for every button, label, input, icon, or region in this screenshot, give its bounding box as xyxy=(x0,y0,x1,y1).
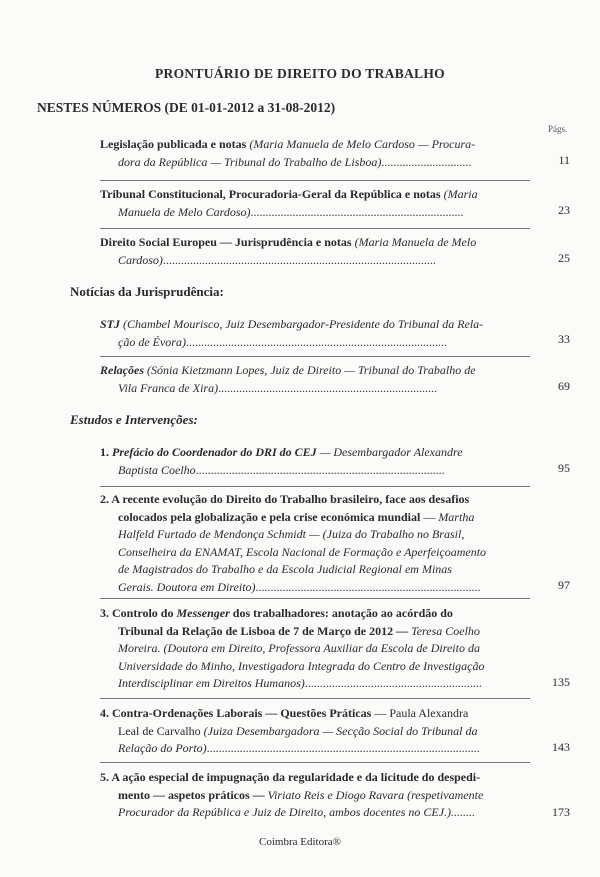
entry-number: 2. xyxy=(100,492,112,506)
entry-author: — Desembargador Alexandre xyxy=(316,445,463,459)
divider xyxy=(100,598,530,599)
divider xyxy=(100,356,530,357)
entry-title-italic: Messenger xyxy=(176,606,230,620)
entry-title: Tribunal Constitucional, Procuradoria-Geral da República e notas xyxy=(100,187,444,201)
pages-column-label: Págs. xyxy=(548,124,568,134)
entry-author-cont: de Magistrados do Trabalho e da Escola Judicial Regional em Minas xyxy=(118,562,452,576)
section-heading-estudos: Estudos e Intervenções: xyxy=(70,412,198,427)
entry-author-cont: Universidade do Minho, Investigadora Integrada do Centro de Investigação xyxy=(118,658,485,673)
page-number: 173 xyxy=(552,805,570,819)
entry-title: A ação especial de impugnação da regularidade e da licitude do despedi- xyxy=(111,770,481,784)
page-number: 23 xyxy=(558,203,570,217)
entry-title: Direito Social Europeu — Jurisprudência e notas xyxy=(100,235,355,249)
divider xyxy=(100,486,530,487)
entry-title-cont: dos trabalhadores: anotação ao acórdão do xyxy=(229,606,453,620)
entry-author: (Maria xyxy=(443,187,478,201)
page-number: 11 xyxy=(558,153,570,167)
toc-entry-evolucao-direito-brasileiro[interactable]: 2. A recente evolução do Direito do Trabalho brasileiro, face aos desafios colocados pela globalização e pela crise económica mundial — Martha Halfeld Furtado de Mendonça Schmidt — (Juiza do Trabalho no Brasil, Conselheira da ENAMAT, Escola Nacional de Formação e Aperfeiçoamento de Magistrados do Trabalho e da Escola Judicial Regional em Minas Gerais. Doutora em Direito)........................................................................... xyxy=(100,492,487,594)
entry-number: 5. xyxy=(100,770,112,784)
entry-author: (Maria Manuela de Melo Cardoso — Procura- xyxy=(249,137,476,151)
divider xyxy=(100,698,530,699)
entry-author-cont: Halfeld Furtado de Mendonça Schmidt — (Juiza do Trabalho no Brasil, xyxy=(118,527,465,541)
toc-entry-controlo-messenger[interactable]: 3. Controlo do Messenger dos trabalhadores: anotação ao acórdão do Tribunal da Relação de Lisboa de 7 de Março de 2012 — Teresa Coelho Moreira. (Doutora em Direito, Professora Auxiliar da Escola de Direito da Universidade do Minho, Investigadora Integrada do Centro de Investigação Interdisciplinar em Direitos Humanos)........................................................... xyxy=(100,606,485,690)
entry-author-cont: Relação do Porto) xyxy=(118,741,207,755)
entry-author-cont: Interdisciplinar em Direitos Humanos) xyxy=(118,676,305,690)
entry-author: Martha xyxy=(438,509,475,524)
entry-title: Prefácio do Coordenador do DRI do CEJ xyxy=(112,445,317,459)
toc-entry-prefacio[interactable]: 1. Prefácio do Coordenador do DRI do CEJ — Desembargador Alexandre Baptista Coelho................................................................................... xyxy=(100,445,463,477)
entry-author: (Sónia Kietzmann Lopes, Juiz de Direito — Tribunal do Trabalho de xyxy=(147,363,476,377)
divider xyxy=(100,228,530,229)
toc-entry-stj[interactable]: STJ (Chambel Mourisco, Juiz Desembargador-Presidente do Tribunal da Rela- ção de Évora)....................................................................................... xyxy=(100,317,484,349)
entry-author: — Paula Alexandra xyxy=(371,706,469,720)
entry-title: Controlo do xyxy=(112,606,177,620)
entry-number: 4. xyxy=(100,706,112,720)
entry-author-cont: Leal de Carvalho xyxy=(118,723,204,738)
entry-author-cont: Manuela de Melo Cardoso) xyxy=(118,204,251,219)
page-number: 33 xyxy=(558,332,570,346)
divider xyxy=(100,180,530,181)
divider xyxy=(100,762,530,763)
entry-title-cont: colocados pela globalização e pela crise económica mundial xyxy=(118,509,421,524)
toc-entry-legislacao[interactable]: Legislação publicada e notas (Maria Manuela de Melo Cardoso — Procura- dora da República — Tribunal do Trabalho de Lisboa).............................. xyxy=(100,137,476,169)
toc-entry-direito-social-europeu[interactable]: Direito Social Europeu — Jurisprudência e notas (Maria Manuela de Melo Cardoso)........................................................................................... xyxy=(100,235,477,267)
page-number: 97 xyxy=(558,578,570,592)
toc-entry-contra-ordenacoes[interactable]: 4. Contra-Ordenações Laborais — Questões Práticas — Paula Alexandra Leal de Carvalho (Juiza Desembargadora — Secção Social do Tribunal da Relação do Porto)........................................................................................... xyxy=(100,706,480,755)
entry-title-cont: Tribunal da Relação de Lisboa de 7 de Março de 2012 — xyxy=(118,623,412,638)
entry-author-cont: Gerais. Doutora em Direito) xyxy=(118,579,256,594)
page-number: 69 xyxy=(558,379,570,393)
toc-entry-tribunal-constitucional[interactable]: Tribunal Constitucional, Procuradoria-Geral da República e notas (Maria Manuela de Melo Cardoso)....................................................................... xyxy=(100,187,478,219)
toc-entry-relacoes[interactable]: Relações (Sónia Kietzmann Lopes, Juiz de Direito — Tribunal do Trabalho de Vila Franca de Xira)......................................................................... xyxy=(100,363,476,395)
entry-author-cont: dora da República — Tribunal do Trabalho de Lisboa) xyxy=(118,154,382,169)
entry-author: (Chambel Mourisco, Juiz Desembargador-Presidente do Tribunal da Rela- xyxy=(123,317,484,331)
page-number: 143 xyxy=(552,740,570,754)
page-number: 95 xyxy=(558,461,570,475)
entry-author-cont: (Juiza Desembargadora — Secção Social do Tribunal da xyxy=(203,723,478,738)
entry-title: A recente evolução do Direito do Trabalho brasileiro, face aos desafios xyxy=(111,492,470,506)
entry-author-cont: Conselheira da ENAMAT, Escola Nacional de Formação e Aperfeiçoamento xyxy=(118,544,487,559)
entry-title: Contra-Ordenações Laborais — Questões Práticas xyxy=(112,706,372,720)
entry-author-cont: Moreira. (Doutora em Direito, Professora Auxiliar da Escola de Direito da xyxy=(118,641,480,655)
toc-entry-acao-especial[interactable] xyxy=(100,769,530,822)
entry-author-cont: Vila Franca de Xira) xyxy=(118,380,219,395)
page-number: 25 xyxy=(558,251,570,265)
section-heading-noticias: Notícias da Jurisprudência: xyxy=(70,284,224,299)
entry-author: Viriato Reis e Diogo Ravara (respetivamente xyxy=(267,787,484,802)
entry-title: Relações xyxy=(100,363,147,377)
entry-author-cont: Baptista Coelho xyxy=(118,462,196,477)
entry-title-cont: mento — aspetos práticos — xyxy=(118,787,268,802)
page-number: 135 xyxy=(552,675,570,689)
issue-range-heading: NESTES NÚMEROS (DE 01-01-2012 a 31-08-2012) xyxy=(37,100,336,115)
entry-author-cont: ção de Évora) xyxy=(118,334,186,349)
entry-author: Teresa Coelho xyxy=(411,623,480,638)
page-title: PRONTUÁRIO DE DIREITO DO TRABALHO xyxy=(155,66,445,81)
entry-author-cont: Cardoso) xyxy=(118,252,163,267)
entry-author-cont: Procurador da República e Juiz de Direito, ambos docentes no CEJ.)........ xyxy=(118,805,476,819)
entry-author: (Maria Manuela de Melo xyxy=(354,235,477,249)
entry-dash: — xyxy=(420,509,439,524)
entry-title: Legislação publicada e notas xyxy=(100,137,250,151)
publisher-footer: Coimbra Editora® xyxy=(259,836,341,848)
entry-number: 3. xyxy=(100,606,112,620)
entry-number: 1. xyxy=(100,445,112,459)
entry-title: STJ xyxy=(100,317,124,331)
